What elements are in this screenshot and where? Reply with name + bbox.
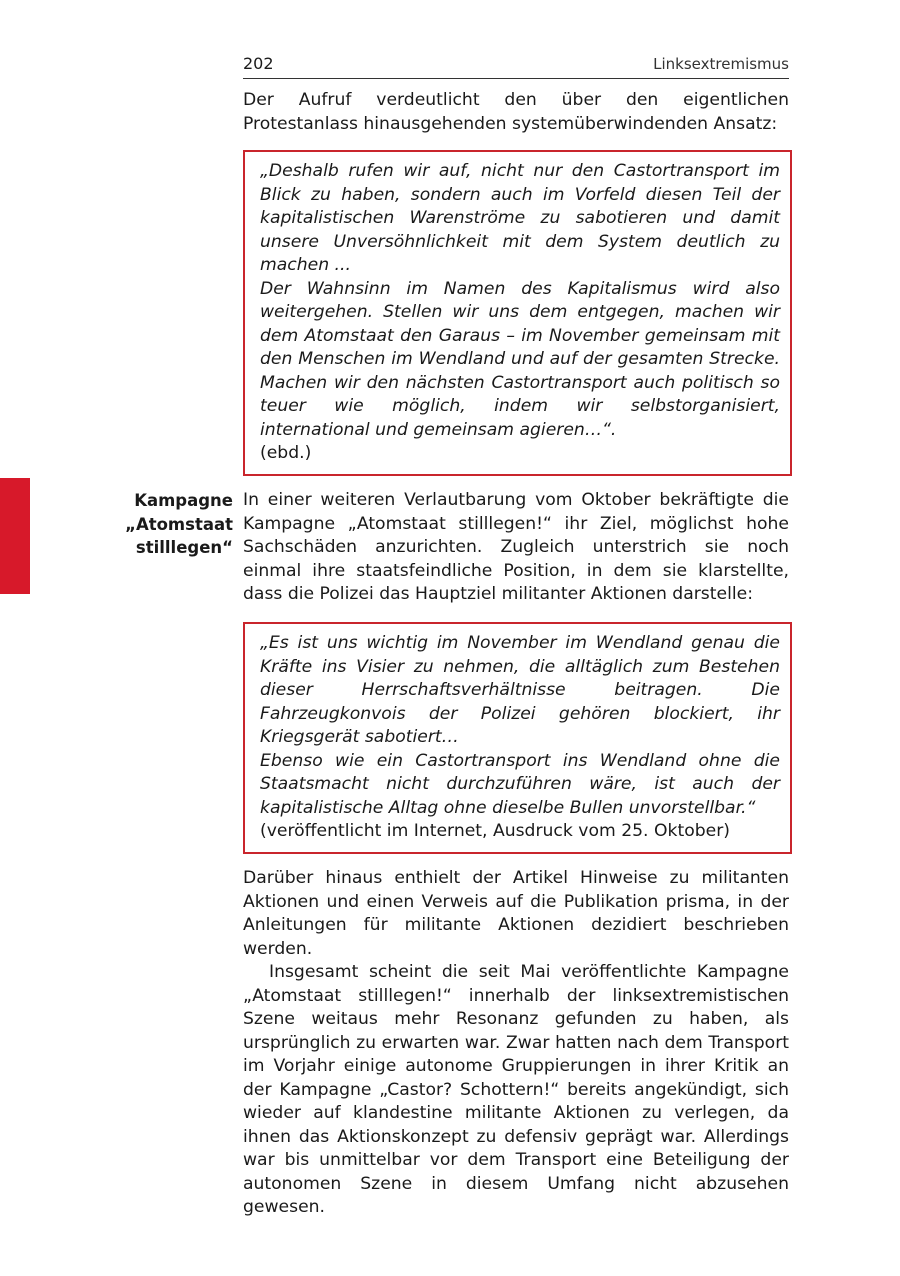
quote1-text-part2: Der Wahnsinn im Namen des Kapitalismus wird also weitergehen. Stellen wir uns dem entgegen, machen wir dem Atomstaat den Garaus – im November gemeinsam mit den Menschen im Wendland und auf der gesamten Strecke. Machen wir den nächsten Castortransport auch politisch so teuer wie möglich, indem wir selbstorganisiert, international und gemeinsam agieren…“. — [260, 278, 780, 440]
side-heading — [103, 489, 233, 560]
side-heading-line3: stilllegen“ — [135, 538, 233, 557]
quote2-text-part2: Ebenso wie ein Castortransport ins Wendland ohne die Staatsmacht nicht durchzuführen wäre, ist auch der kapitalistische Alltag ohne dieselbe Bullen unvorstellbar.“ — [260, 750, 780, 818]
quote1-text-part1: „Deshalb rufen wir auf, nicht nur den Castortransport im Blick zu haben, sondern auch im Vorfeld diesen Teil der kapitalistischen Warenströme zu sabotieren und damit unsere Unversöhnlichkeit mit dem System deutlich zu machen ... — [260, 161, 780, 275]
chapter-marker-tab — [0, 478, 30, 594]
quote-box-2 — [243, 622, 792, 854]
section-title: Linksextremismus — [653, 55, 789, 73]
page-number: 202 — [243, 54, 274, 73]
paragraph-3: Darüber hinaus enthielt der Artikel Hinweise zu militanten Aktionen und einen Verweis auf die Publikation prisma, in der Anleitungen für militante Aktionen dezidiert beschrieben werden. — [243, 868, 789, 959]
intro-paragraph: Der Aufruf verdeutlicht den über den eigentlichen Protestanlass hinausgehenden systemüberwindenden Ansatz: — [243, 90, 789, 134]
paragraph-4-container — [243, 961, 789, 1220]
side-heading-line2: „Atomstaat — [125, 514, 233, 534]
paragraph-2: In einer weiteren Verlautbarung vom Oktober bekräftigte die Kampagne „Atomstaat stilllegen!“ ihr Ziel, möglichst hohe Sachschäden anzurichten. Zugleich unterstrich sie noch einmal ihre staatsfeindliche Position, in dem sie klarstellte, dass die Polizei das Hauptziel militanter Aktionen darstelle: — [243, 490, 789, 604]
side-heading-line1: Kampagne — [134, 491, 233, 510]
quote2-source: (veröffentlicht im Internet, Ausdruck vom 25. Oktober) — [260, 821, 730, 841]
paragraph-4: Insgesamt scheint die seit Mai veröffentlichte Kampagne „Atomstaat stilllegen!“ innerhalb der linksextremistischen Szene weitaus mehr Resonanz gefunden zu haben, als ursprünglich zu erwarten war. Zwar hatten nach dem Transport im Vorjahr einige autonome Gruppierungen in ihrer Kritik an der Kampagne „Castor? Schottern!“ bereits angekündigt, sich wieder auf klandestine militante Aktionen zu verlegen, da ihnen das Aktionskonzept zu defensiv geprägt war. Allerdings war bis unmittelbar vor dem Transport eine Beteiligung der autonomen Szene in diesem Umfang nicht abzusehen gewesen. — [243, 962, 789, 1217]
quote2-text-part1: „Es ist uns wichtig im November im Wendland genau die Kräfte ins Visier zu nehmen, die alltäglich zum Bestehen dieser Herrschaftsverhältnisse beitragen. Die Fahrzeugkonvois der Polizei gehören blockiert, ihr Kriegsgerät sabotiert… — [260, 633, 780, 747]
quote1-source: (ebd.) — [260, 443, 312, 463]
page-header — [243, 52, 789, 79]
quote-box-1 — [243, 150, 792, 476]
